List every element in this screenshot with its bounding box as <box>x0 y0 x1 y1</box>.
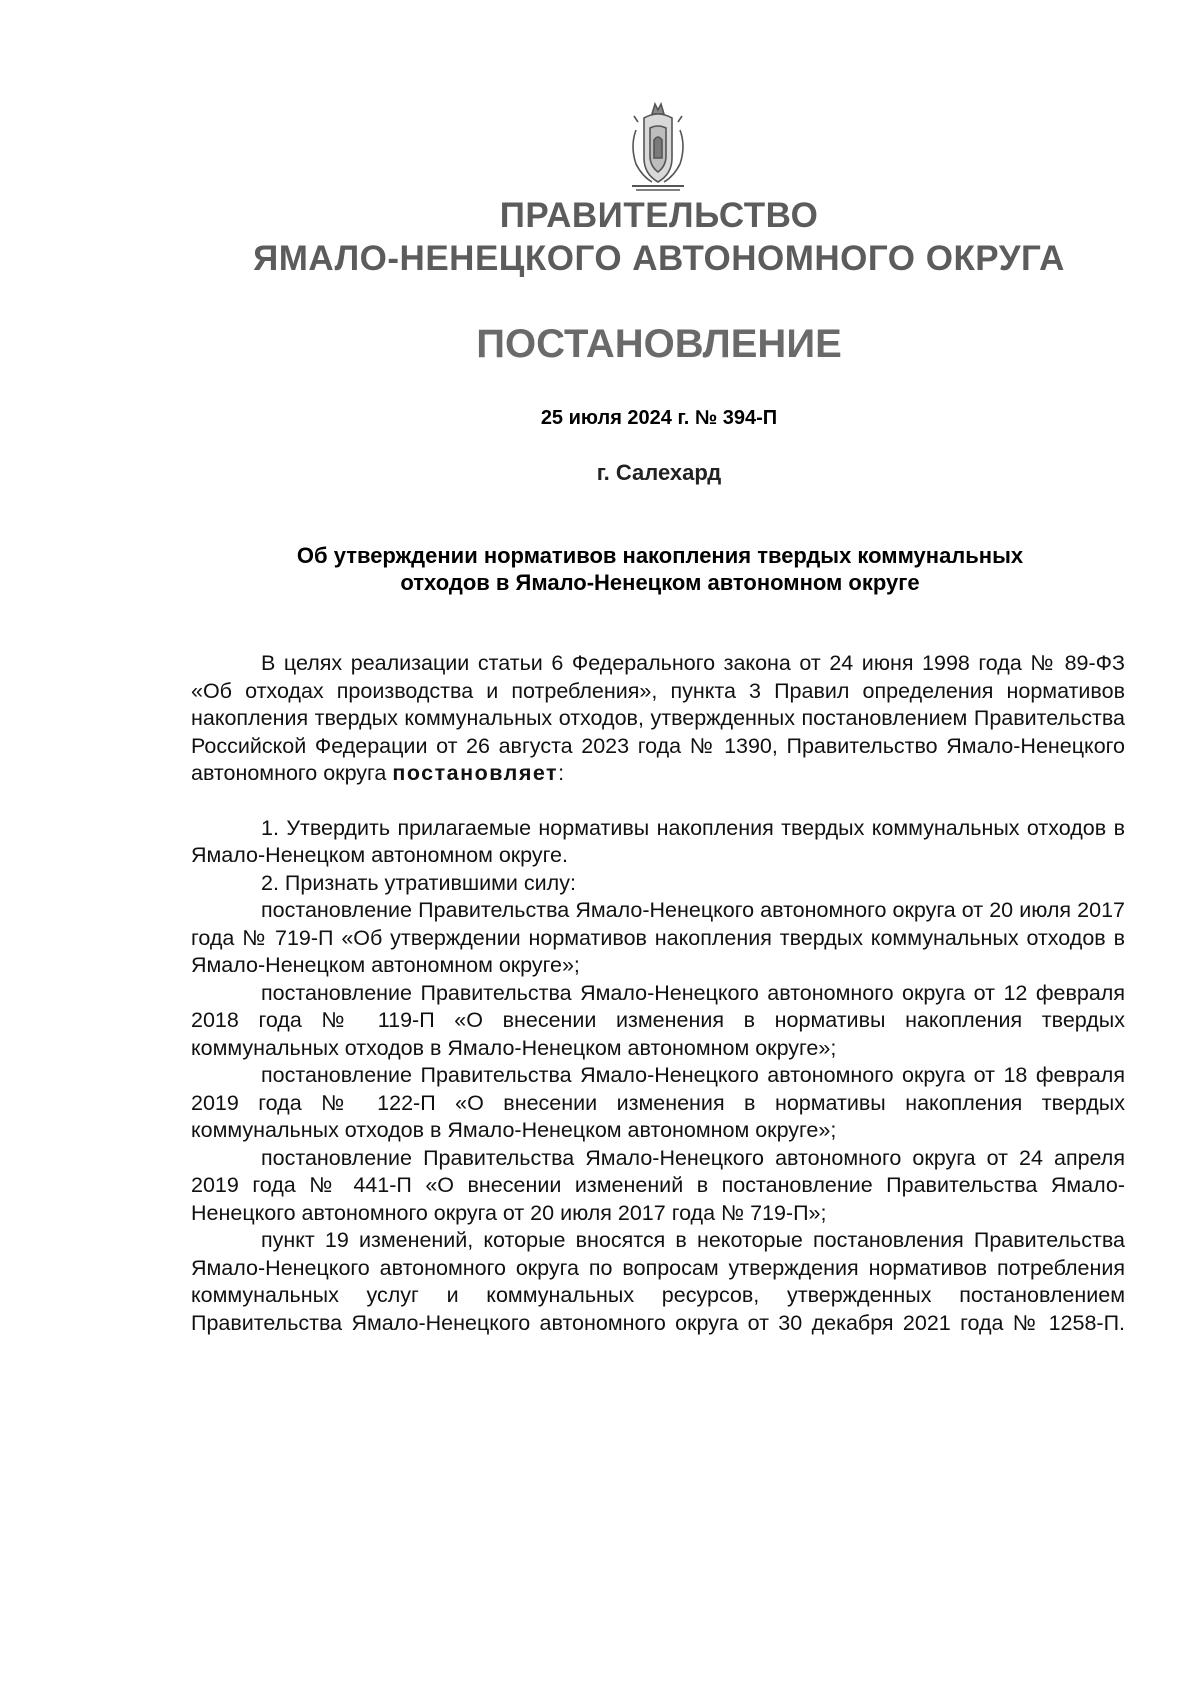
repealed-act-5: пункт 19 изменений, которые вносятся в некоторые постановления Правительства Ямало-Ненецкого автономного округа по вопросам утверждения нормативов потребления коммунальных услуг и коммунальных ресурсов, утвержденных постановлением Правительства Ямало-Ненецкого автономного округа от 30 декабря 2021 года № 1258-П. <box>191 1228 1125 1335</box>
government-title-line2: ЯМАЛО-НЕНЕЦКОГО АВТОНОМНОГО ОКРУГА <box>253 239 1065 278</box>
repealed-act-2: постановление Правительства Ямало-Ненецкого автономного округа от 12 февраля 2018 года № 119-П «О внесении изменения в нормативы накопления твердых коммунальных отходов в Ямало-Ненецком автономном округе»; <box>191 980 1125 1060</box>
subject-line-2: отходов в Ямало-Ненецком автономном округе <box>400 570 920 595</box>
document-body <box>191 650 1125 1337</box>
preamble-paragraph <box>191 650 1125 788</box>
preamble-text: В целях реализации статьи 6 Федерального закона от 24 июня 1998 года № 89-ФЗ «Об отходах производства и потребления», пункта 3 Правил определения нормативов накопления твердых коммунальных отходов, утвержденных постановлением Правительства Российской Федерации от 26 августа 2023 года № 1390, Правительство Ямало-Ненецкого автономного округа <box>191 651 1125 785</box>
city: г. Салехард <box>596 460 722 485</box>
repealed-act-1: постановление Правительства Ямало-Ненецкого автономного округа от 20 июля 2017 года № 719-П «Об утверждении нормативов накопления твердых коммунальных отходов в Ямало-Ненецком автономном округе»; <box>191 898 1125 977</box>
document-subject <box>240 542 1080 596</box>
coat-of-arms-icon <box>622 100 694 194</box>
item-2-paragraph: 2. Признать утратившими силу: <box>261 870 576 895</box>
item-1-paragraph: 1. Утвердить прилагаемые нормативы накопления твердых коммунальных отходов в Ямало-Ненецком автономном округе. <box>191 815 1125 867</box>
government-title-line1: ПРАВИТЕЛЬСТВО <box>499 196 819 235</box>
document-type: ПОСТАНОВЛЕНИЕ <box>476 322 842 366</box>
date-number: 25 июля 2024 г. № 394-П <box>540 407 778 429</box>
repealed-act-3: постановление Правительства Ямало-Ненецкого автономного округа от 18 февраля 2019 года № 122-П «О внесении изменения в нормативы накопления твердых коммунальных отходов в Ямало-Ненецком автономном округе»; <box>191 1063 1125 1142</box>
subject-line-1: Об утверждении нормативов накопления твердых коммунальных <box>296 543 1024 568</box>
repealed-act-4: постановление Правительства Ямало-Ненецкого автономного округа от 24 апреля 2019 года № 441-П «О внесении изменений в постановление Правительства Ямало-Ненецкого автономного округа от 20 июля 2017 года № 719-П»; <box>191 1145 1125 1225</box>
preamble-keyword: постановляет <box>392 761 559 785</box>
preamble-end: : <box>558 761 565 785</box>
